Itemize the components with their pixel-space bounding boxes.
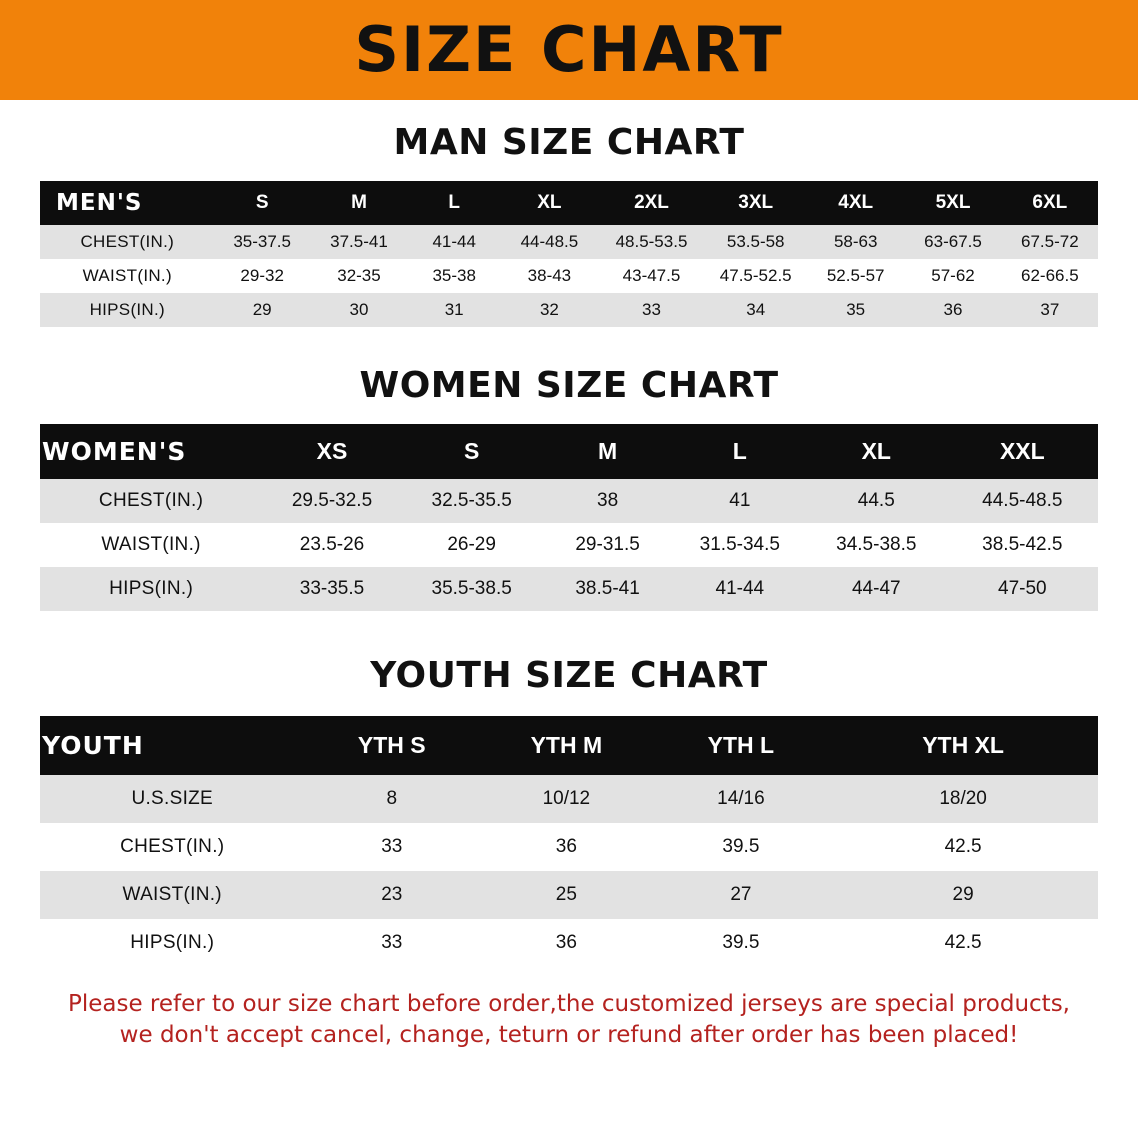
- table-row: [40, 225, 1098, 259]
- cell: 36: [479, 919, 654, 967]
- cell: 44.5: [806, 479, 947, 523]
- cell: 39.5: [654, 919, 829, 967]
- cell: 25: [479, 871, 654, 919]
- cell: 36: [479, 823, 654, 871]
- cell: 33: [305, 919, 480, 967]
- column-header-l: L: [408, 181, 500, 225]
- column-header-m: M: [310, 181, 408, 225]
- row-label-chest: CHEST(IN.): [40, 225, 215, 259]
- order-policy-note-line1: Please refer to our size chart before order,the customized jerseys are special products,: [67, 991, 1070, 1017]
- column-header-xl: XL: [806, 424, 947, 479]
- cell: 62-66.5: [1002, 259, 1098, 293]
- cell: 44.5-48.5: [947, 479, 1098, 523]
- cell: 34: [704, 293, 807, 327]
- order-policy-note: [34, 989, 1104, 1051]
- column-header-l: L: [674, 424, 806, 479]
- column-header-m: M: [541, 424, 673, 479]
- cell: 29-32: [215, 259, 310, 293]
- cell: 63-67.5: [904, 225, 1001, 259]
- row-label-hips: HIPS(IN.): [40, 293, 215, 327]
- table-header-row: [40, 716, 1098, 775]
- cell: 10/12: [479, 775, 654, 823]
- cell: 36: [904, 293, 1001, 327]
- column-header-3xl: 3XL: [704, 181, 807, 225]
- table-row: [40, 259, 1098, 293]
- column-header-yth-s: YTH S: [305, 716, 480, 775]
- cell: 33-35.5: [262, 567, 402, 611]
- women-table-wrap: [40, 424, 1098, 611]
- row-label-waist: WAIST(IN.): [40, 871, 305, 919]
- youth-size-table: [40, 716, 1098, 967]
- cell: 43-47.5: [599, 259, 705, 293]
- cell: 23: [305, 871, 480, 919]
- youth-table-wrap: [40, 716, 1098, 967]
- cell: 38.5-42.5: [947, 523, 1098, 567]
- table-row: [40, 823, 1098, 871]
- cell: 57-62: [904, 259, 1001, 293]
- size-chart-banner: [0, 0, 1138, 100]
- column-header-6xl: 6XL: [1002, 181, 1098, 225]
- cell: 41-44: [674, 567, 806, 611]
- cell: 31: [408, 293, 500, 327]
- table-row: [40, 567, 1098, 611]
- row-label-chest: CHEST(IN.): [40, 823, 305, 871]
- cell: 32-35: [310, 259, 408, 293]
- cell: 37.5-41: [310, 225, 408, 259]
- man-size-table: [40, 181, 1098, 327]
- column-header-men: MEN'S: [40, 181, 215, 225]
- row-label-waist: WAIST(IN.): [40, 259, 215, 293]
- cell: 67.5-72: [1002, 225, 1098, 259]
- man-section-heading: MAN SIZE CHART: [393, 122, 745, 163]
- cell: 32.5-35.5: [402, 479, 542, 523]
- table-row: [40, 479, 1098, 523]
- cell: 14/16: [654, 775, 829, 823]
- cell: 35-38: [408, 259, 500, 293]
- cell: 38: [541, 479, 673, 523]
- column-header-womens: WOMEN'S: [40, 424, 262, 479]
- page-title: SIZE CHART: [354, 13, 784, 86]
- cell: 37: [1002, 293, 1098, 327]
- column-header-xs: XS: [262, 424, 402, 479]
- column-header-yth-xl: YTH XL: [828, 716, 1098, 775]
- cell: 58-63: [807, 225, 904, 259]
- man-table-wrap: [40, 181, 1098, 327]
- column-header-xxl: XXL: [947, 424, 1098, 479]
- cell: 26-29: [402, 523, 542, 567]
- cell: 44-48.5: [500, 225, 598, 259]
- cell: 33: [305, 823, 480, 871]
- column-header-xl: XL: [500, 181, 598, 225]
- cell: 33: [599, 293, 705, 327]
- row-label-hips: HIPS(IN.): [40, 567, 262, 611]
- cell: 29: [828, 871, 1098, 919]
- cell: 31.5-34.5: [674, 523, 806, 567]
- cell: 38.5-41: [541, 567, 673, 611]
- cell: 34.5-38.5: [806, 523, 947, 567]
- cell: 47-50: [947, 567, 1098, 611]
- table-row: [40, 871, 1098, 919]
- column-header-yth-l: YTH L: [654, 716, 829, 775]
- cell: 29: [215, 293, 310, 327]
- table-header-row: [40, 424, 1098, 479]
- column-header-2xl: 2XL: [599, 181, 705, 225]
- order-policy-note-line2: we don't accept cancel, change, teturn or refund after order has been placed!: [119, 1022, 1019, 1049]
- column-header-4xl: 4XL: [807, 181, 904, 225]
- column-header-youth: YOUTH: [40, 716, 305, 775]
- women-size-table: [40, 424, 1098, 611]
- cell: 29.5-32.5: [262, 479, 402, 523]
- cell: 41-44: [408, 225, 500, 259]
- column-header-5xl: 5XL: [904, 181, 1001, 225]
- column-header-s: S: [215, 181, 310, 225]
- cell: 32: [500, 293, 598, 327]
- row-label-hips: HIPS(IN.): [40, 919, 305, 967]
- column-header-yth-m: YTH M: [479, 716, 654, 775]
- cell: 30: [310, 293, 408, 327]
- row-label-us-size: U.S.SIZE: [40, 775, 305, 823]
- cell: 8: [305, 775, 480, 823]
- table-header-row: [40, 181, 1098, 225]
- column-header-s: S: [402, 424, 542, 479]
- cell: 42.5: [828, 919, 1098, 967]
- cell: 35-37.5: [215, 225, 310, 259]
- cell: 35.5-38.5: [402, 567, 542, 611]
- cell: 48.5-53.5: [599, 225, 705, 259]
- cell: 18/20: [828, 775, 1098, 823]
- cell: 27: [654, 871, 829, 919]
- table-row: [40, 775, 1098, 823]
- cell: 53.5-58: [704, 225, 807, 259]
- row-label-chest: CHEST(IN.): [40, 479, 262, 523]
- youth-section-heading: YOUTH SIZE CHART: [370, 655, 768, 696]
- cell: 23.5-26: [262, 523, 402, 567]
- table-row: [40, 293, 1098, 327]
- cell: 39.5: [654, 823, 829, 871]
- cell: 35: [807, 293, 904, 327]
- cell: 41: [674, 479, 806, 523]
- cell: 47.5-52.5: [704, 259, 807, 293]
- table-row: [40, 919, 1098, 967]
- table-row: [40, 523, 1098, 567]
- women-section-heading: WOMEN SIZE CHART: [359, 365, 779, 406]
- cell: 42.5: [828, 823, 1098, 871]
- cell: 38-43: [500, 259, 598, 293]
- cell: 44-47: [806, 567, 947, 611]
- row-label-waist: WAIST(IN.): [40, 523, 262, 567]
- cell: 29-31.5: [541, 523, 673, 567]
- cell: 52.5-57: [807, 259, 904, 293]
